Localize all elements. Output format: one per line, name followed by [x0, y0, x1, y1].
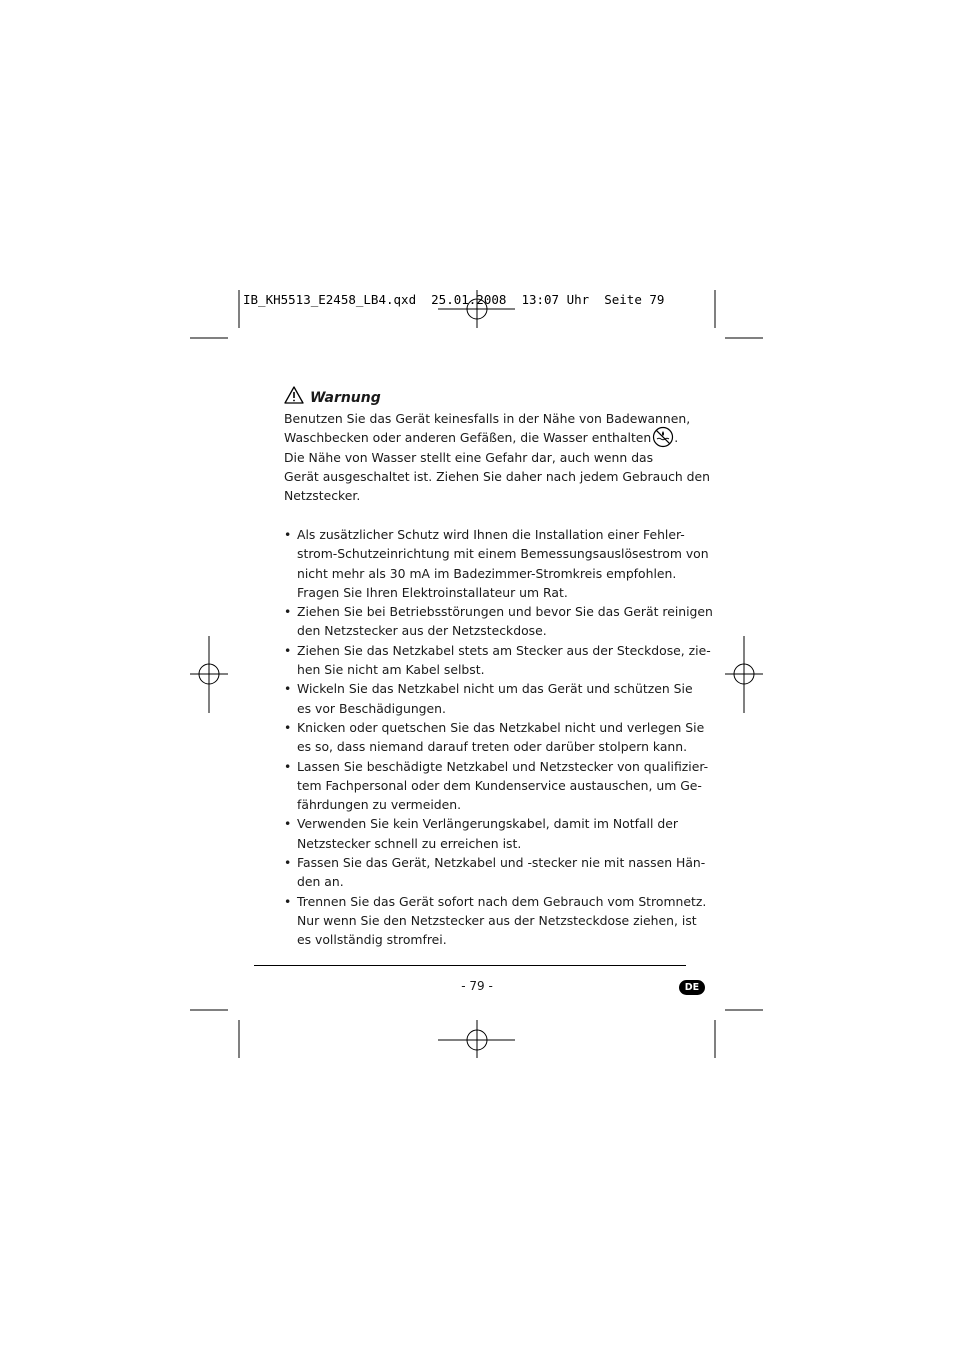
list-item-line: hen Sie nicht am Kabel selbst. — [297, 662, 485, 678]
safety-bullet-list — [284, 525, 713, 950]
list-item-line: tem Fachpersonal oder dem Kundenservice austauschen, um Ge- — [297, 777, 702, 793]
list-item — [284, 853, 706, 892]
warning-line: Die Nähe von Wasser stellt eine Gefahr dar, auch wenn das — [284, 449, 654, 465]
list-item — [284, 814, 684, 853]
list-item — [284, 892, 707, 950]
list-item-line: Trennen Sie das Gerät sofort nach dem Gebrauch vom Stromnetz. — [297, 893, 707, 909]
list-item-line: Netzstecker schnell zu erreichen ist. — [297, 835, 522, 851]
list-item-line: Verwenden Sie kein Verlängerungskabel, damit im Notfall der — [297, 816, 678, 832]
warning-line: Waschbecken oder anderen Gefäßen, die Wasser enthalten . — [284, 428, 684, 448]
list-item — [284, 718, 705, 757]
warning-line: Gerät ausgeschaltet ist. Ziehen Sie daher nach jedem Gebrauch den — [284, 469, 711, 485]
list-item-line: Ziehen Sie bei Betriebsstörungen und bevor Sie das Gerät reinigen — [297, 604, 713, 620]
list-item-line: fährdungen zu vermeiden. — [297, 797, 462, 813]
bullet-marker: • — [284, 816, 292, 832]
list-item-line: strom-Schutzeinrichtung mit einem Bemessungsauslösestrom von — [297, 546, 709, 562]
list-item-line: Lassen Sie beschädigte Netzkabel und Netzstecker von qualifizier- — [297, 758, 709, 774]
list-item — [284, 602, 713, 641]
list-item-line: Fassen Sie das Gerät, Netzkabel und -stecker nie mit nassen Hän- — [297, 855, 706, 871]
bullet-marker: • — [284, 719, 292, 735]
footer-rule — [254, 965, 686, 966]
warning-triangle-icon — [284, 386, 304, 404]
warning-title: Warnung — [310, 390, 381, 406]
list-item-line: Knicken oder quetschen Sie das Netzkabel nicht und verlegen Sie — [297, 719, 705, 735]
warning-line: Netzstecker. — [284, 488, 361, 504]
no-water-icon — [652, 426, 674, 448]
list-item-line: es so, dass niemand darauf treten oder darüber stolpern kann. — [297, 739, 688, 755]
list-item-line: Nur wenn Sie den Netzstecker aus der Netzsteckdose ziehen, ist — [297, 912, 697, 928]
list-item-line: es vollständig stromfrei. — [297, 932, 447, 948]
language-badge: DE — [679, 980, 705, 995]
list-item-line: nicht mehr als 30 mA im Badezimmer-Stromkreis empfohlen. — [297, 565, 677, 581]
list-item — [284, 679, 693, 718]
warning-paragraph — [284, 409, 711, 506]
list-item-line: Als zusätzlicher Schutz wird Ihnen die Installation einer Fehler- — [297, 527, 685, 542]
bullet-marker: • — [284, 681, 292, 697]
bullet-marker: • — [284, 855, 292, 871]
page-number: - 79 - — [461, 979, 493, 993]
list-item — [284, 757, 709, 815]
list-item-line: den an. — [297, 874, 344, 890]
file-slug-line: IB_KH5513_E2458_LB4.qxd 25.01.2008 13:07 Uhr Seite 79 — [243, 292, 665, 307]
list-item — [284, 641, 711, 680]
warning-heading — [284, 384, 381, 406]
bullet-marker: • — [284, 527, 292, 542]
list-item-line: Fragen Sie Ihren Elektroinstallateur um Rat. — [297, 584, 568, 600]
warning-line: Benutzen Sie das Gerät keinesfalls in der Nähe von Badewannen, — [284, 411, 691, 426]
bullet-marker: • — [284, 893, 292, 909]
list-item-line: den Netzstecker aus der Netzsteckdose. — [297, 623, 547, 639]
list-item — [284, 525, 709, 602]
list-item-line: es vor Beschädigungen. — [297, 700, 446, 716]
list-item-line: Ziehen Sie das Netzkabel stets am Stecker aus der Steckdose, zie- — [297, 642, 711, 658]
bullet-marker: • — [284, 758, 292, 774]
bullet-marker: • — [284, 604, 292, 620]
list-item-line: Wickeln Sie das Netzkabel nicht um das Gerät und schützen Sie — [297, 681, 693, 697]
bullet-marker: • — [284, 642, 292, 658]
